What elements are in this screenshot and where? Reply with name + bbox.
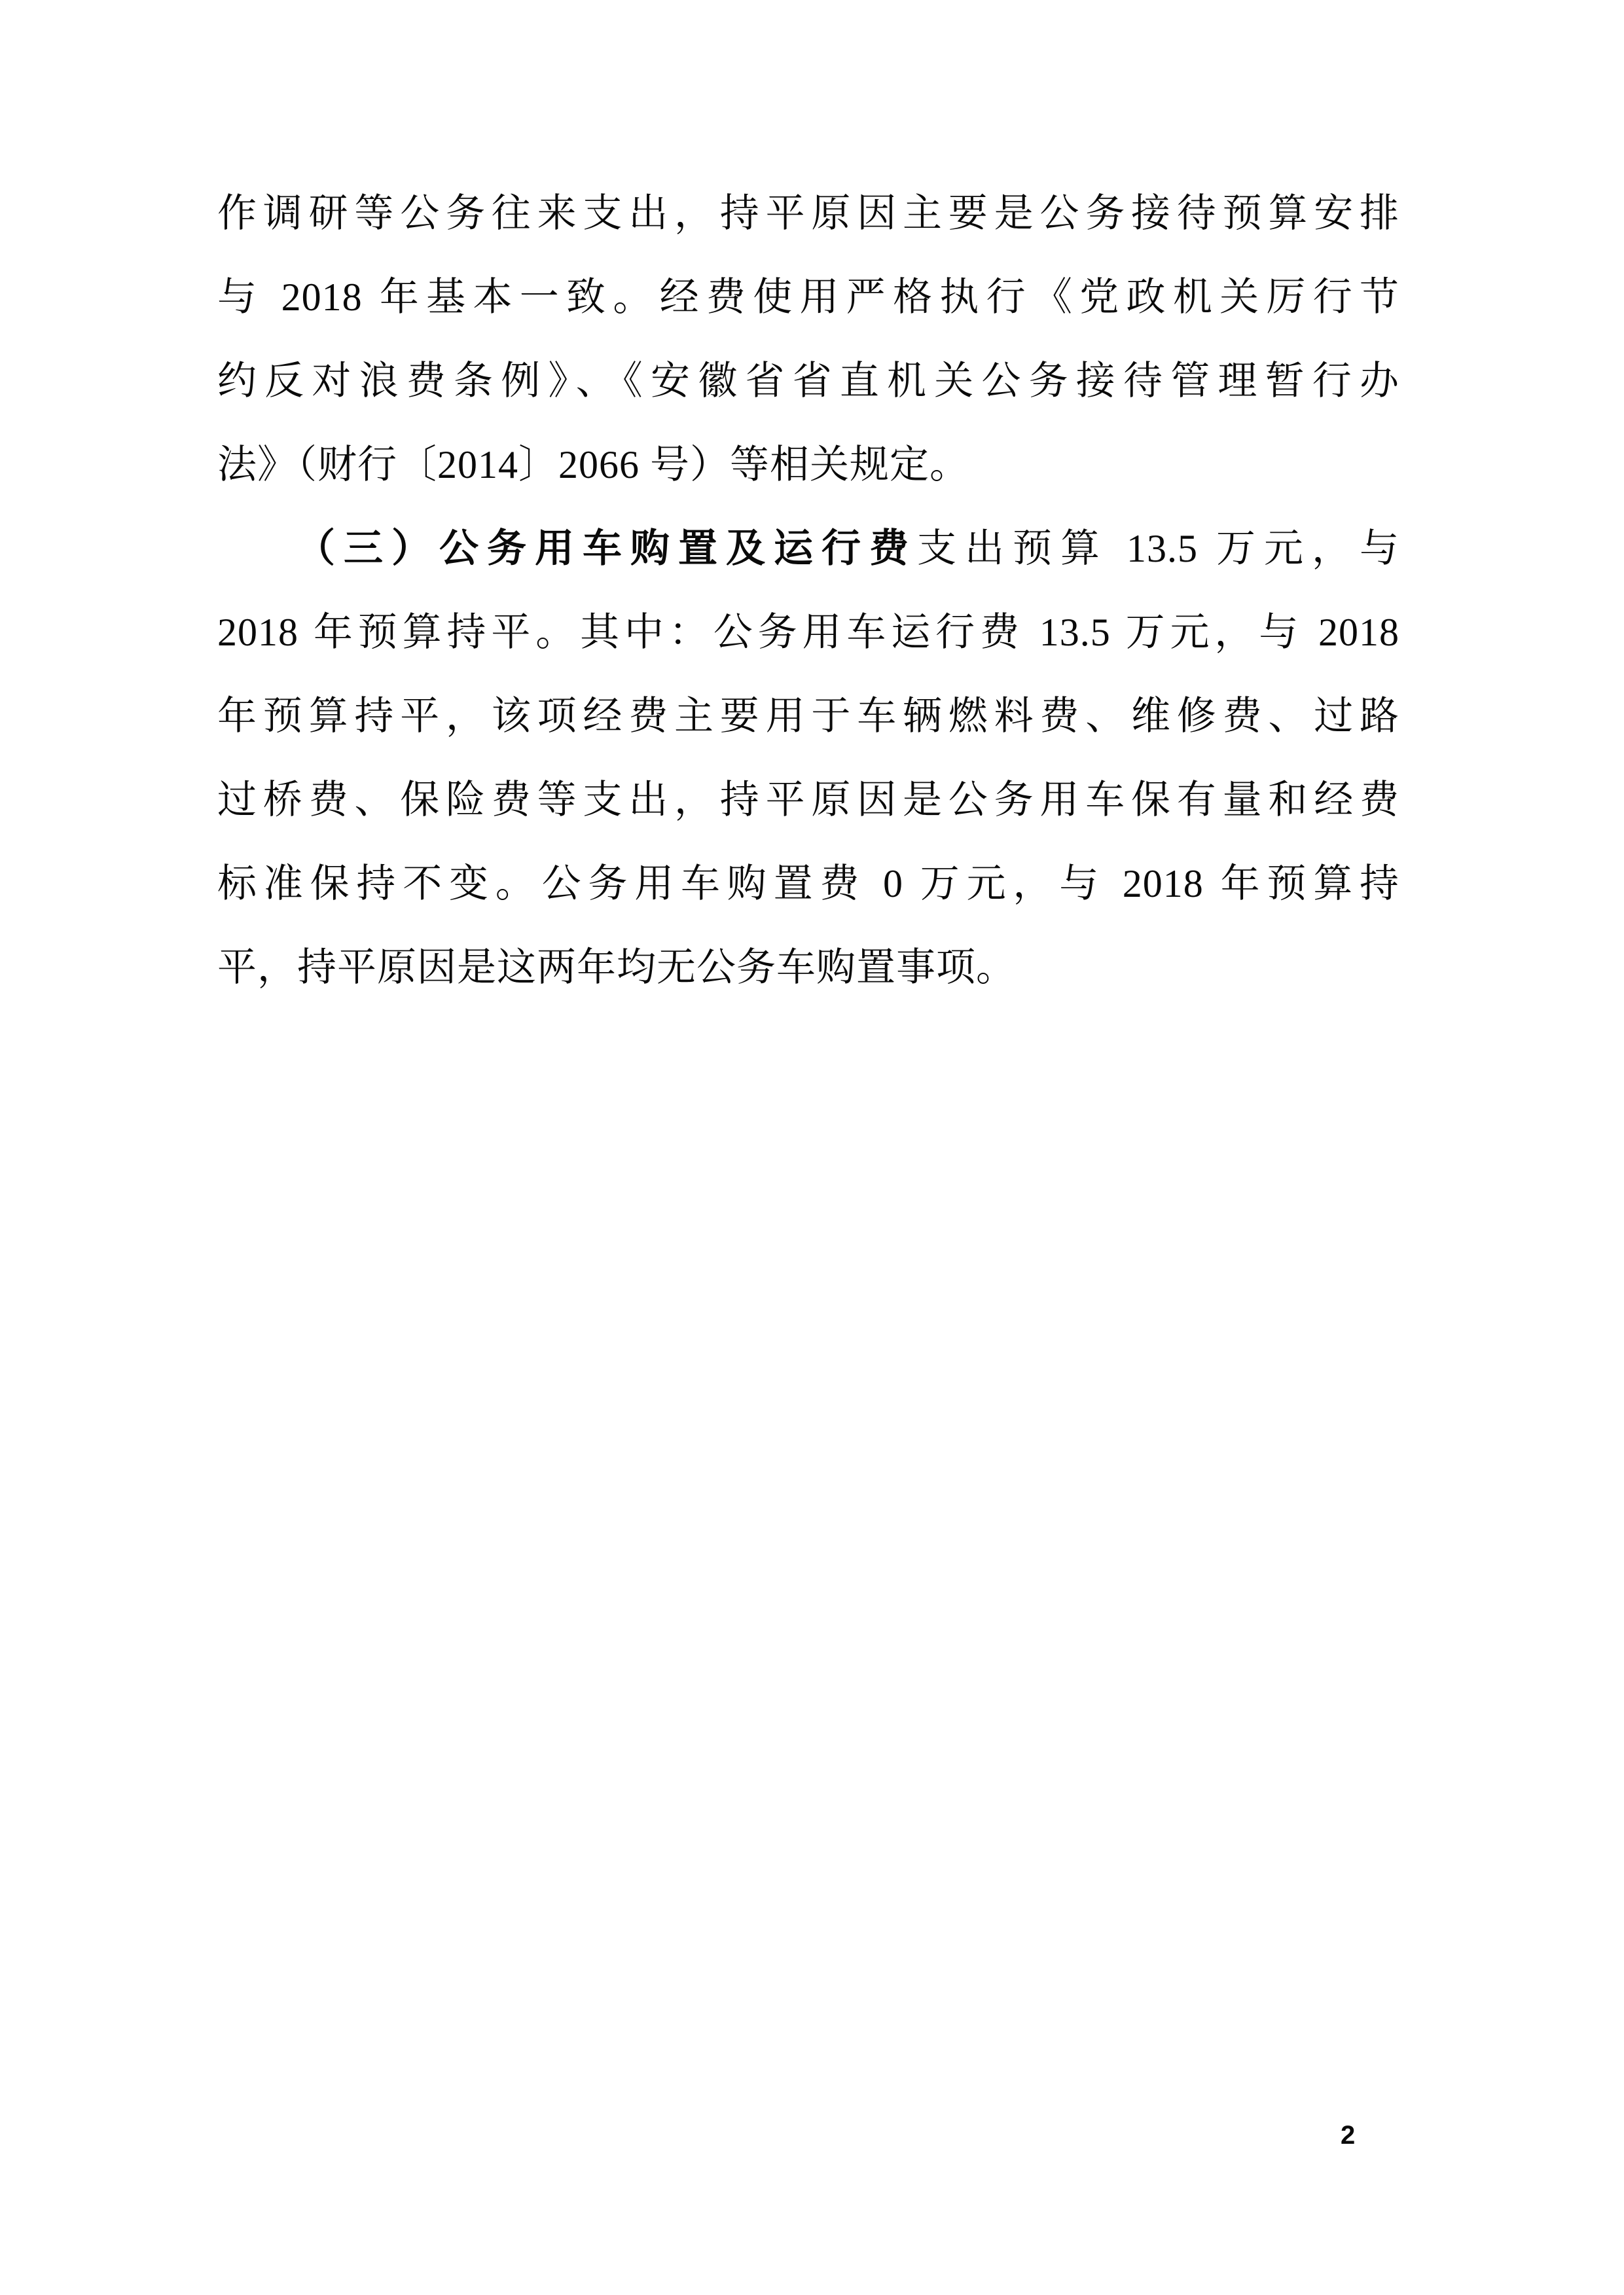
- paragraph-2-line-5: 标准保持不变。公务用车购置费 0 万元，与 2018 年预算持: [217, 862, 1399, 905]
- document-text-block: [217, 172, 1399, 1009]
- paragraph-2-line-3: 年预算持平，该项经费主要用于车辆燃料费、维修费、过路: [217, 695, 1399, 738]
- paragraph-1-line-3: 约反对浪费条例》、《安徽省省直机关公务接待管理暂行办: [217, 359, 1399, 403]
- paragraph-2-line-6: 平，持平原因是这两年均无公务车购置事项。: [217, 946, 1016, 989]
- paragraph-1-line-4: 法》（财行〔2014〕2066 号）等相关规定。: [217, 443, 969, 486]
- paragraph-2-line-2: 2018 年预算持平。其中：公务用车运行费 13.5 万元，与 2018: [217, 611, 1399, 654]
- paragraph-1-line-2: 与 2018 年基本一致。经费使用严格执行《党政机关厉行节: [217, 276, 1399, 319]
- paragraph-2-line-1: [217, 507, 1399, 590]
- section-heading-bold: （三）公务用车购置及运行费: [296, 527, 917, 570]
- section-heading-rest: 支出预算 13.5 万元，与: [917, 527, 1399, 570]
- paragraph-2-line-4: 过桥费、保险费等支出，持平原因是公务用车保有量和经费: [217, 778, 1399, 822]
- paragraph-1-line-1: 作调研等公务往来支出，持平原因主要是公务接待预算安排: [217, 192, 1399, 235]
- page-number: 2: [1341, 2121, 1356, 2150]
